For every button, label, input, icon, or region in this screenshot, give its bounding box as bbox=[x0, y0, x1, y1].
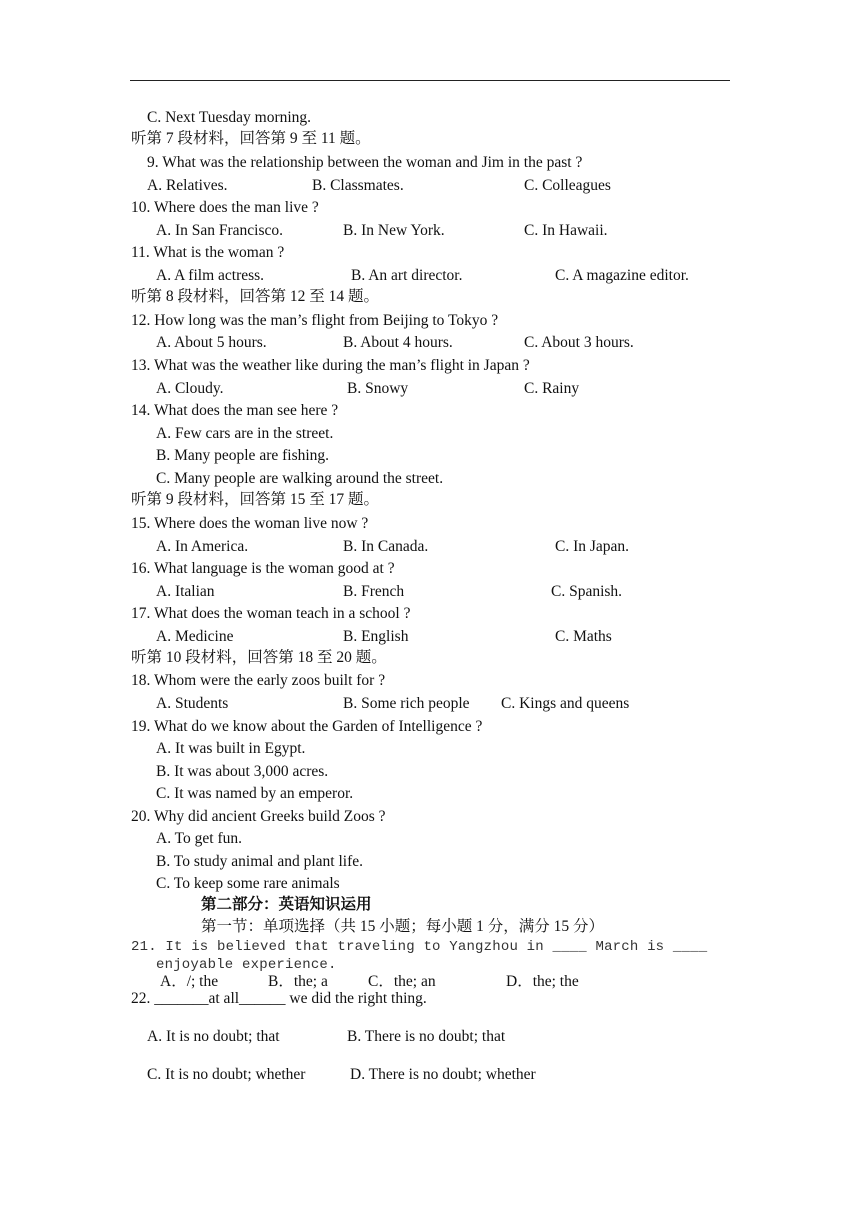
question-9: 9. What was the relationship between the woman and Jim in the past ? bbox=[147, 154, 583, 171]
q10-option-a: A. In San Francisco. bbox=[156, 222, 283, 239]
q18-option-b: B. Some rich people bbox=[343, 695, 470, 712]
q21-option-b: B．the; a bbox=[268, 973, 328, 990]
question-19: 19. What do we know about the Garden of Intelligence ? bbox=[131, 718, 483, 735]
q12-option-b: B. About 4 hours. bbox=[343, 334, 453, 351]
q22-option-a: A. It is no doubt; that bbox=[147, 1028, 280, 1045]
q20-option-b: B. To study animal and plant life. bbox=[156, 853, 363, 870]
q13-option-b: B. Snowy bbox=[347, 380, 409, 397]
question-12: 12. How long was the man’s flight from Beijing to Tokyo ? bbox=[131, 312, 499, 329]
section-10-instruction: 听第 10 段材料，回答第 18 至 20 题。 bbox=[131, 649, 387, 666]
q12-option-a: A. About 5 hours. bbox=[156, 334, 267, 351]
q12-option-c: C. About 3 hours. bbox=[524, 334, 634, 351]
question-15: 15. Where does the woman live now ? bbox=[131, 515, 369, 532]
section-7-instruction: 听第 7 段材料，回答第 9 至 11 题。 bbox=[131, 130, 371, 147]
q15-option-a: A. In America. bbox=[156, 538, 249, 555]
q19-option-a: A. It was built in Egypt. bbox=[156, 740, 306, 757]
question-22: 22. _______at all______ we did the right thing. bbox=[131, 990, 427, 1007]
q22-option-d: D. There is no doubt; whether bbox=[350, 1066, 536, 1083]
header-rule bbox=[130, 80, 730, 81]
question-17: 17. What does the woman teach in a school ? bbox=[131, 605, 411, 622]
question-14: 14. What does the man see here ? bbox=[131, 402, 339, 419]
q13-option-a: A. Cloudy. bbox=[156, 380, 224, 397]
q22-option-b: B. There is no doubt; that bbox=[347, 1028, 506, 1045]
q21-option-d: D．the; the bbox=[506, 973, 579, 990]
question-16: 16. What language is the woman good at ? bbox=[131, 560, 395, 577]
q17-option-b: B. English bbox=[343, 628, 409, 645]
q15-option-c: C. In Japan. bbox=[555, 538, 630, 555]
question-11: 11. What is the woman ? bbox=[131, 244, 285, 261]
q15-option-b: B. In Canada. bbox=[343, 538, 429, 555]
q17-option-a: A. Medicine bbox=[156, 628, 234, 645]
q17-option-c: C. Maths bbox=[555, 628, 612, 645]
question-13: 13. What was the weather like during the man’s flight in Japan ? bbox=[131, 357, 530, 374]
option-8c: C. Next Tuesday morning. bbox=[147, 109, 312, 126]
question-20: 20. Why did ancient Greeks build Zoos ? bbox=[131, 808, 386, 825]
q9-option-c: C. Colleagues bbox=[524, 177, 611, 194]
q20-option-c: C. To keep some rare animals bbox=[156, 875, 340, 892]
q10-option-c: C. In Hawaii. bbox=[524, 222, 608, 239]
q11-option-c: C. A magazine editor. bbox=[555, 267, 689, 284]
question-21-continued: enjoyable experience. bbox=[156, 957, 337, 973]
q19-option-b: B. It was about 3,000 acres. bbox=[156, 763, 329, 780]
q21-option-c: C．the; an bbox=[368, 973, 436, 990]
question-10: 10. Where does the man live ? bbox=[131, 199, 319, 216]
q20-option-a: A. To get fun. bbox=[156, 830, 243, 847]
q16-option-b: B. French bbox=[343, 583, 405, 600]
part-two-heading: 第二部分：英语知识运用 bbox=[201, 896, 372, 913]
q10-option-b: B. In New York. bbox=[343, 222, 445, 239]
q13-option-c: C. Rainy bbox=[524, 380, 580, 397]
q11-option-b: B. An art director. bbox=[351, 267, 463, 284]
q11-option-a: A. A film actress. bbox=[156, 267, 265, 284]
section-8-instruction: 听第 8 段材料，回答第 12 至 14 题。 bbox=[131, 288, 380, 305]
q22-option-c: C. It is no doubt; whether bbox=[147, 1066, 306, 1083]
q18-option-c: C. Kings and queens bbox=[501, 695, 630, 712]
q19-option-c: C. It was named by an emperor. bbox=[156, 785, 354, 802]
q14-option-a: A. Few cars are in the street. bbox=[156, 425, 334, 442]
q14-option-b: B. Many people are fishing. bbox=[156, 447, 330, 464]
q9-option-a: A. Relatives. bbox=[147, 177, 228, 194]
section-9-instruction: 听第 9 段材料，回答第 15 至 17 题。 bbox=[131, 491, 380, 508]
q16-option-a: A. Italian bbox=[156, 583, 215, 600]
q9-option-b: B. Classmates. bbox=[312, 177, 404, 194]
q18-option-a: A. Students bbox=[156, 695, 229, 712]
q14-option-c: C. Many people are walking around the street. bbox=[156, 470, 444, 487]
question-18: 18. Whom were the early zoos built for ? bbox=[131, 672, 386, 689]
q16-option-c: C. Spanish. bbox=[551, 583, 623, 600]
section-one-heading: 第一节：单项选择（共 15 小题；每小题 1 分，满分 15 分） bbox=[201, 918, 605, 935]
question-21: 21. It is believed that traveling to Yangzhou in ____ March is ____ bbox=[131, 939, 708, 955]
q21-option-a: A．/; the bbox=[160, 973, 219, 990]
